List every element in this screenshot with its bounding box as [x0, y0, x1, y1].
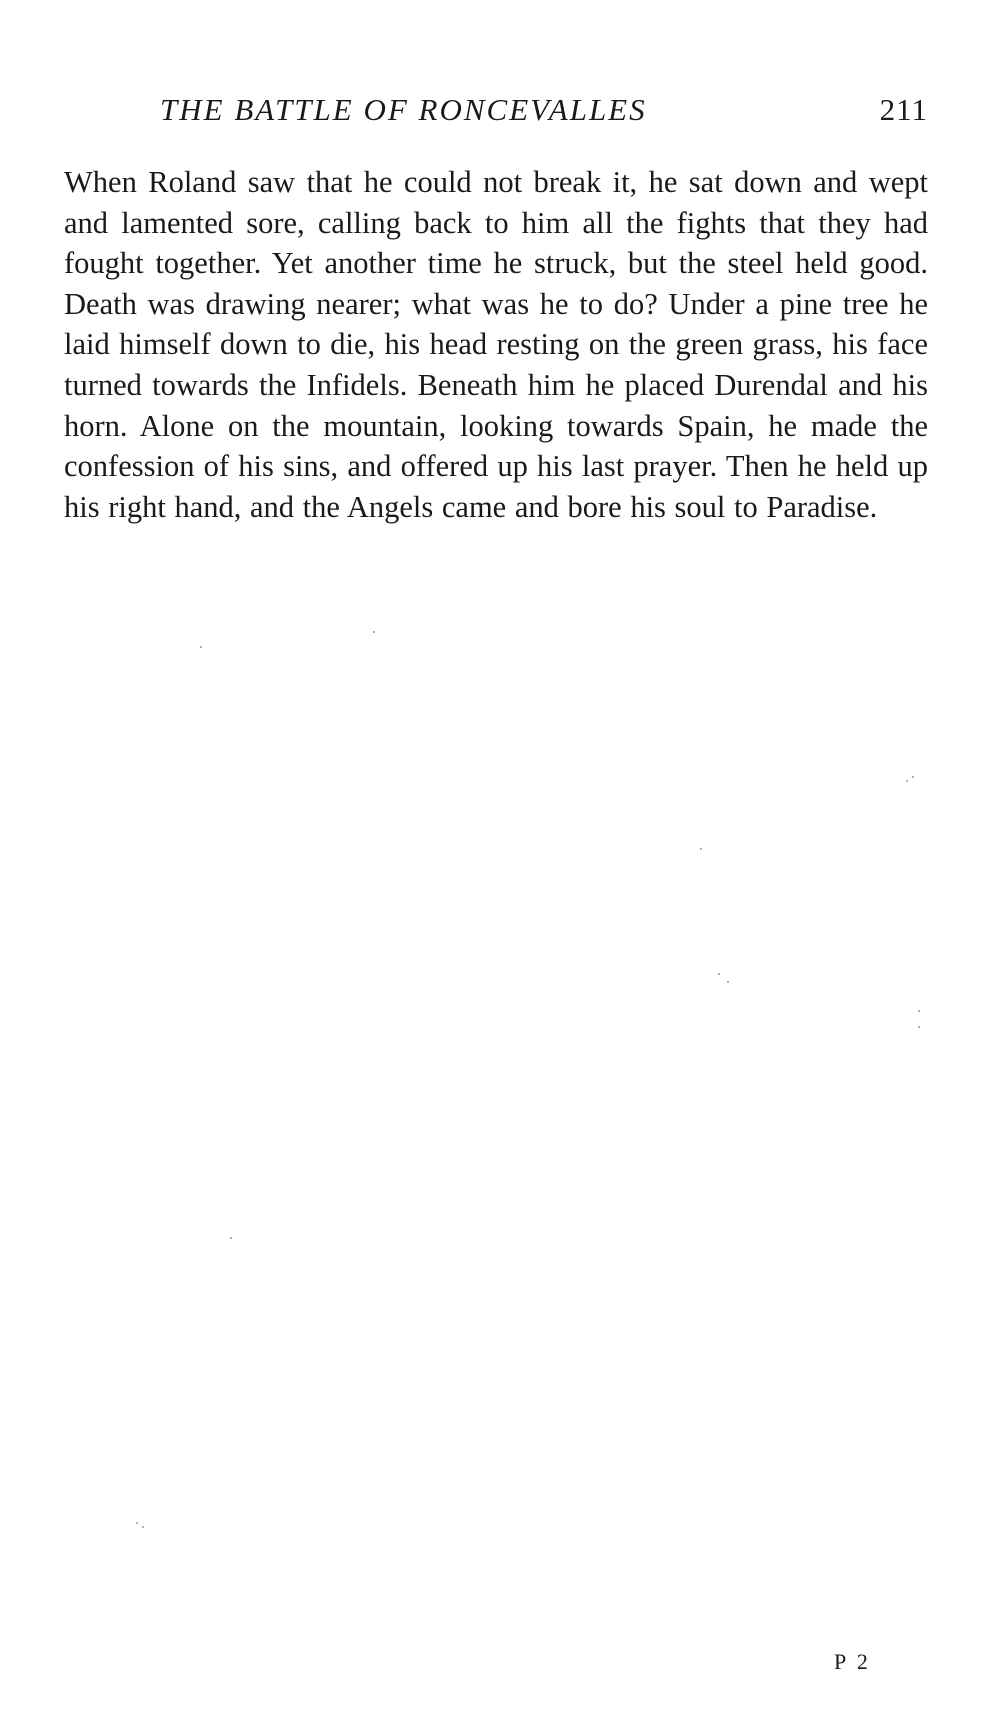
scan-speck — [230, 1237, 232, 1239]
scan-speck — [727, 981, 729, 983]
scan-speck — [912, 776, 914, 778]
page-number: 211 — [879, 92, 928, 127]
scan-speck — [700, 848, 702, 850]
scan-speck — [200, 646, 202, 648]
scan-speck — [906, 780, 908, 782]
scan-speck — [718, 973, 720, 975]
scan-speck — [918, 1010, 920, 1012]
body-paragraph: When Roland saw that he could not break it, he sat down and wept and lamented sore, calling back to him all the fights that they had fought together. Yet another time he struck, but the steel held good. Death was drawing nearer; what was he to do? Under a pine tree he laid himself down to die, his head resting on the green grass, his face turned towards the Infidels. Beneath him he placed Durendal and his horn. Alone on the mountain, looking towards Spain, he made the confession of his sins, and offered up his last prayer. Then he held up his right hand, and the Angels came and bore his soul to Paradise. — [64, 165, 928, 524]
scan-speck — [142, 1526, 144, 1528]
running-head — [160, 92, 928, 136]
scan-speck — [918, 1026, 920, 1028]
printer-signature: P 2 — [834, 1649, 871, 1674]
scan-speck — [136, 1522, 138, 1524]
running-title: THE BATTLE OF RONCEVALLES — [160, 92, 647, 127]
scan-speck — [373, 631, 375, 633]
